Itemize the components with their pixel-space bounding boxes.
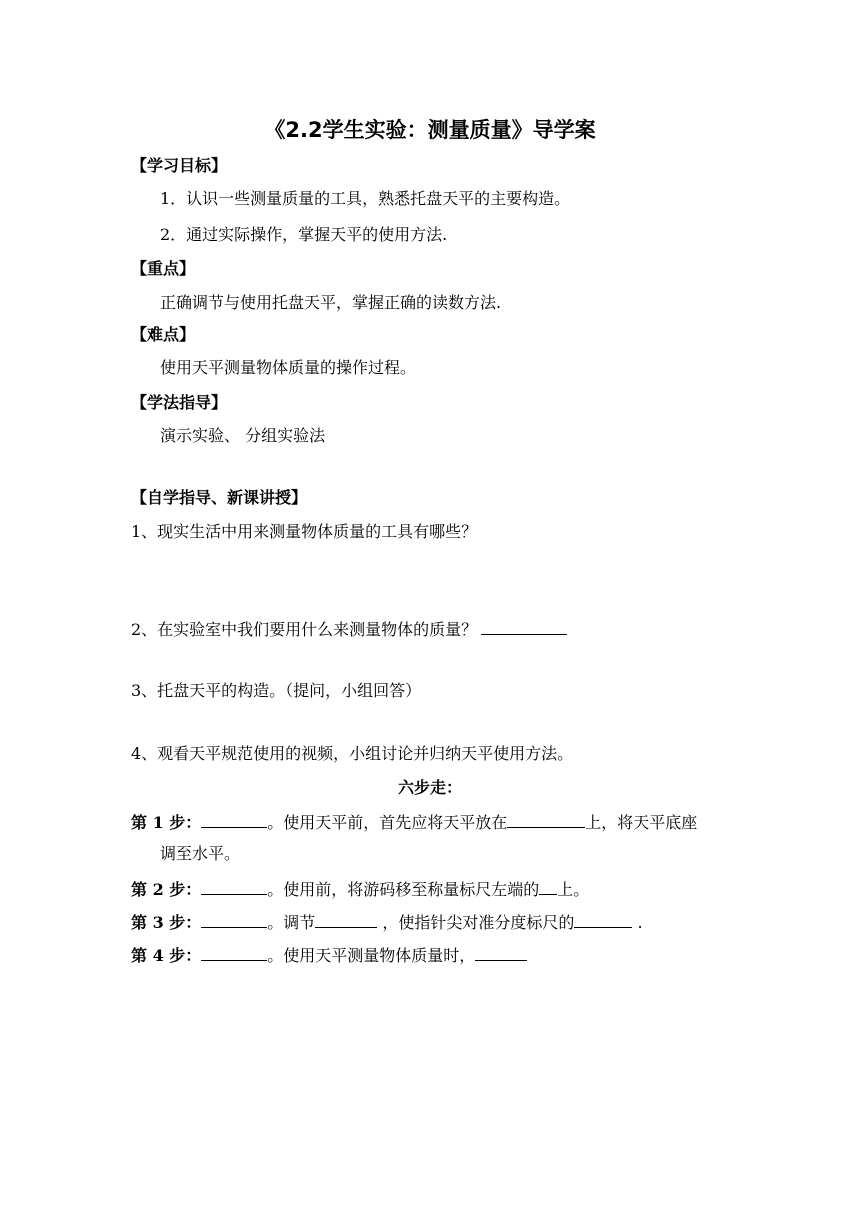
step-3-text-2: ，使指针尖对准分度标尺的: [377, 913, 575, 932]
question-4: 4、观看天平规范使用的视频，小组讨论并归纳天平使用方法。: [131, 744, 574, 763]
step-1-text-3: 调至水平。: [160, 844, 241, 863]
step-2-text-1: 。使用前，将游码移至称量标尺左端的: [267, 880, 540, 899]
method-heading: 【学法指导】: [131, 393, 228, 412]
question-3: 3、托盘天平的构造。（提问，小组回答）: [131, 681, 422, 700]
step-2-line: [131, 877, 589, 901]
objectives-heading: 【学习目标】: [131, 156, 228, 175]
step-4-text-1: 。使用天平测量物体质量时，: [267, 946, 476, 965]
step-2-label: 第 2 步：: [131, 880, 202, 899]
step-2-name-blank[interactable]: [201, 877, 267, 895]
step-2-position-blank[interactable]: [539, 877, 557, 895]
key-point-heading: 【重点】: [131, 259, 196, 278]
key-point-text: 正确调节与使用托盘天平，掌握正确的读数方法.: [160, 293, 502, 312]
step-2-text-2: 上。: [557, 880, 590, 899]
six-steps-heading: 六步走：: [397, 778, 462, 797]
step-4-name-blank[interactable]: [201, 943, 267, 961]
question-2: 2、在实验室中我们要用什么来测量物体的质量？: [131, 620, 478, 639]
step-3-line: [131, 910, 643, 934]
difficulty-text: 使用天平测量物体质量的操作过程。: [160, 358, 417, 377]
answer-blank-q2[interactable]: [481, 617, 567, 635]
step-3-text-1: 。调节: [267, 913, 316, 932]
step-1-text-2: 上，将天平底座: [585, 813, 698, 832]
step-1-label: 第 1 步：: [131, 813, 202, 832]
question-2-line: [131, 617, 567, 641]
self-study-heading: 【自学指导、新课讲授】: [131, 488, 308, 507]
step-3-name-blank[interactable]: [201, 910, 267, 928]
step-1-text-1: 。使用天平前，首先应将天平放在: [267, 813, 508, 832]
step-1-surface-blank[interactable]: [507, 810, 585, 828]
objective-item-2: 2．通过实际操作，掌握天平的使用方法.: [160, 225, 448, 244]
step-3-adjust-blank[interactable]: [315, 910, 377, 928]
question-1: 1、现实生活中用来测量物体质量的工具有哪些？: [131, 522, 478, 541]
step-4-blank[interactable]: [475, 943, 527, 961]
difficulty-heading: 【难点】: [131, 325, 196, 344]
step-1-line: [131, 810, 697, 834]
step-1-name-blank[interactable]: [201, 810, 267, 828]
page-title: 《2.2学生实验：测量质量》导学案: [264, 118, 596, 142]
objective-item-1: 1．认识一些测量质量的工具，熟悉托盘天平的主要构造。: [160, 189, 571, 208]
step-3-scale-blank[interactable]: [574, 910, 632, 928]
step-3-text-3: .: [632, 913, 643, 932]
step-4-label: 第 4 步：: [131, 946, 202, 965]
step-3-label: 第 3 步：: [131, 913, 202, 932]
step-4-line: [131, 943, 527, 967]
method-text: 演示实验、 分组实验法: [160, 426, 326, 445]
